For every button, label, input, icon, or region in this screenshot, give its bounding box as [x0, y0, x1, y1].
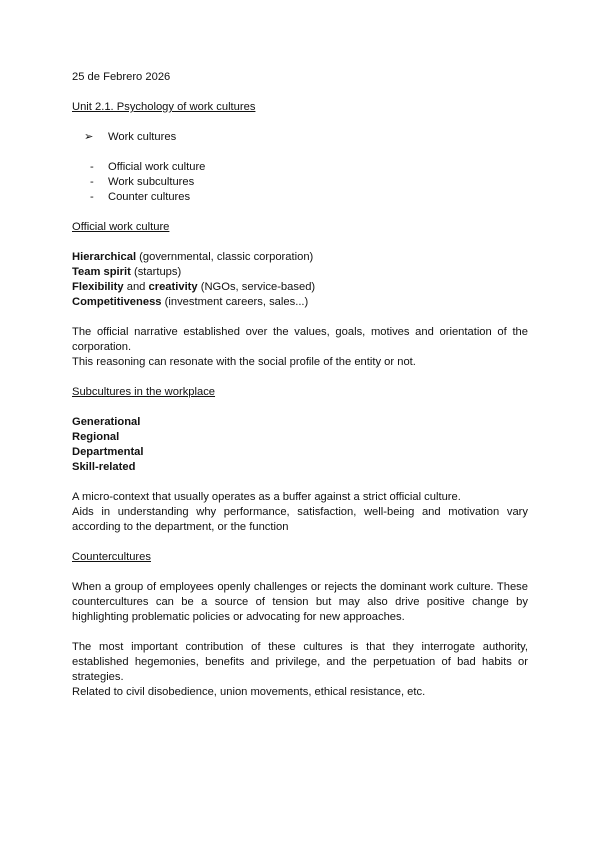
arrow-bullet-icon: ➢ [84, 131, 94, 143]
list-item [72, 160, 528, 175]
culture-type-name: Competitiveness [72, 296, 162, 308]
list-item-text: Work cultures [108, 131, 177, 143]
culture-type-line [72, 265, 528, 280]
unit-title: Unit 2.1. Psychology of work cultures [72, 101, 256, 113]
spacer [72, 565, 528, 580]
arrow-bullet-list [72, 130, 528, 145]
section-heading-countercultures: Countercultures [72, 551, 151, 563]
list-item-text: Official work culture [108, 161, 206, 173]
subculture-type-name: Regional [72, 431, 120, 443]
official-paragraph: This reasoning can resonate with the social profile of the entity or not. [72, 356, 416, 368]
section-heading-subcultures: Subcultures in the workplace [72, 386, 216, 398]
culture-type-name: Hierarchical [72, 251, 137, 263]
culture-type-line [72, 280, 528, 295]
subcultures-paragraph: A micro-context that usually operates as a buffer against a strict official culture. [72, 491, 461, 503]
spacer [72, 115, 528, 130]
subcultures-paragraph: Aids in understanding why performance, satisfaction, well-being and motivation vary according to the department, or the function [72, 506, 528, 533]
list-item-text: Counter cultures [108, 191, 191, 203]
culture-type-desc: (NGOs, service-based) [197, 281, 316, 293]
subculture-type [72, 445, 528, 460]
subculture-type-name: Skill-related [72, 461, 136, 473]
culture-type-desc: (governmental, classic corporation) [136, 251, 314, 263]
subculture-type [72, 430, 528, 445]
spacer [72, 85, 528, 100]
list-item [72, 190, 528, 205]
subculture-type-name: Generational [72, 416, 141, 428]
dash-bullet-icon: - [90, 161, 94, 173]
spacer [72, 475, 528, 490]
countercultures-paragraph: The most important contribution of these cultures is that they interrogate authority, established hegemonies, benefits and privilege, and the perpetuation of bad habits or strategies. [72, 641, 528, 683]
spacer [72, 235, 528, 250]
subculture-type [72, 415, 528, 430]
section-heading-official: Official work culture [72, 221, 170, 233]
culture-type-name: Flexibility [72, 281, 124, 293]
subculture-type-name: Departmental [72, 446, 144, 458]
spacer [72, 310, 528, 325]
culture-type-line [72, 250, 528, 265]
spacer [72, 145, 528, 160]
dash-bullet-list [72, 160, 528, 205]
dash-bullet-icon: - [90, 191, 94, 203]
list-item-text: Work subcultures [108, 176, 195, 188]
countercultures-paragraph: When a group of employees openly challenges or rejects the dominant work culture. These countercultures can be a source of tension but may also drive positive change by highlighting problematic policies or advocating for new approaches. [72, 581, 528, 623]
document-date: 25 de Febrero 2026 [72, 71, 171, 83]
culture-type-name: creativity [148, 281, 198, 293]
spacer [72, 205, 528, 220]
subculture-type [72, 460, 528, 475]
document-page [72, 70, 528, 700]
spacer [72, 535, 528, 550]
culture-type-desc: (investment careers, sales...) [161, 296, 309, 308]
list-item [72, 130, 528, 145]
culture-type-name: Team spirit [72, 266, 131, 278]
list-item [72, 175, 528, 190]
spacer [72, 625, 528, 640]
spacer [72, 400, 528, 415]
official-paragraph: The official narrative established over the values, goals, motives and orientation of the corporation. [72, 326, 528, 353]
spacer [72, 370, 528, 385]
culture-type-line [72, 295, 528, 310]
countercultures-paragraph: Related to civil disobedience, union movements, ethical resistance, etc. [72, 686, 426, 698]
culture-type-connector: and [123, 281, 149, 293]
culture-type-desc: (startups) [130, 266, 182, 278]
dash-bullet-icon: - [90, 176, 94, 188]
